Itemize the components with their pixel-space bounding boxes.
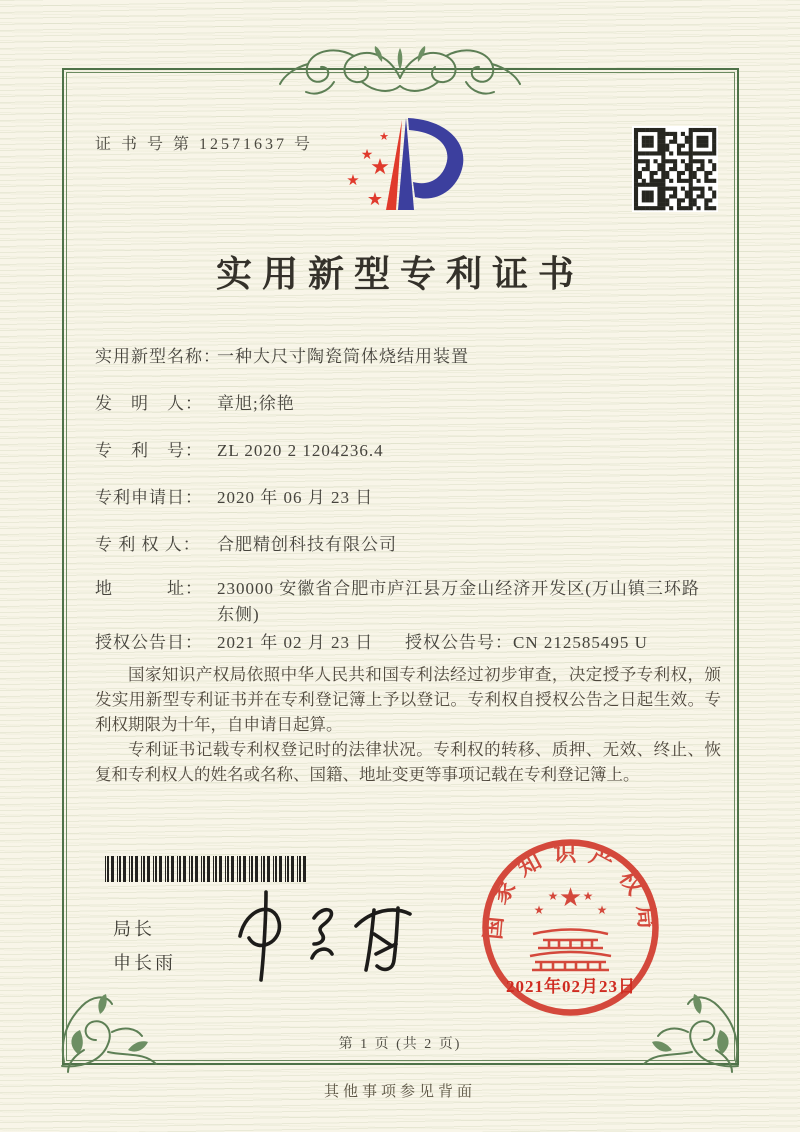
field-label: 专利申请日： — [95, 488, 203, 507]
field-row-name — [95, 344, 725, 370]
field-row-address — [95, 576, 725, 628]
field-row-patentee — [95, 532, 725, 558]
field-value: 230000 安徽省合肥市庐江县万金山经济开发区(万山镇三环路东侧) — [217, 579, 700, 624]
signature-shen-changyu — [222, 884, 417, 984]
signer-title: 局长 — [113, 919, 155, 939]
legal-paragraph: 专利证书记载专利权登记时的法律状况。专利权的转移、质押、无效、终止、恢复和专利权人的姓名或名称、国籍、地址变更等事项记载在专利登记簿上。 — [95, 740, 721, 784]
logo-star-icon: ★ — [360, 147, 374, 163]
seal-star-icon: ★ — [596, 903, 608, 917]
cnipa-logo-icon — [330, 106, 480, 228]
seal-star-icon: ★ — [533, 903, 545, 917]
field-row-filing-date — [95, 485, 725, 511]
field-value: ZL 2020 2 1204236.4 — [217, 441, 384, 460]
certificate-number: 证 书 号 第 12571637 号 — [95, 136, 314, 153]
seal-star-icon: ★ — [558, 883, 583, 913]
field-row-grant — [95, 630, 725, 656]
logo-star-icon: ★ — [379, 130, 389, 143]
field-value: 章旭;徐艳 — [217, 394, 295, 413]
legal-paragraph: 国家知识产权局依照中华人民共和国专利法经过初步审查，决定授予专利权，颁发实用新型专利证书并在专利登记簿上予以登记。专利权自授权公告之日起生效。专利权期限为十年，自申请日起算。 — [95, 665, 721, 734]
seal-circular-text: 国家知识产权局 — [480, 840, 661, 941]
seal-emblem-gate-icon — [530, 930, 611, 971]
field-label: 授权公告号： — [405, 633, 513, 652]
logo-star-icon: ★ — [370, 155, 390, 180]
seal-star-icon: ★ — [547, 889, 559, 903]
grant-number-pair — [405, 630, 648, 656]
field-label: 地 址： — [95, 579, 203, 598]
field-label: 实用新型名称： — [95, 347, 221, 366]
qr-code — [632, 126, 718, 212]
legal-text-block — [95, 662, 721, 787]
field-label: 专 利 权 人： — [95, 535, 201, 554]
field-label: 发 明 人： — [95, 394, 203, 413]
page-title: 实用新型专利证书 — [215, 254, 584, 294]
back-side-note: 其他事项参见背面 — [323, 1084, 476, 1100]
field-value: CN 212585495 U — [513, 633, 648, 652]
field-row-inventor — [95, 391, 725, 417]
field-value: 合肥精创科技有限公司 — [217, 535, 397, 554]
seal-star-icon: ★ — [582, 889, 594, 903]
seal-date: 2021年02月23日 — [506, 977, 636, 996]
field-label: 专 利 号： — [95, 441, 203, 460]
barcode — [105, 856, 311, 882]
field-value: 2021 年 02 月 23 日 — [217, 633, 374, 652]
page-number: 第 1 页 (共 2 页) — [338, 1037, 462, 1052]
field-label: 授权公告日： — [95, 633, 203, 652]
field-row-patent-number — [95, 438, 725, 464]
field-value: 一种大尺寸陶瓷筒体烧结用装置 — [217, 347, 469, 366]
logo-star-icon: ★ — [366, 189, 384, 210]
field-value: 2020 年 06 月 23 日 — [217, 488, 374, 507]
logo-star-icon: ★ — [346, 171, 360, 189]
signer-name: 申长雨 — [113, 953, 176, 973]
top-flourish-ornament-icon — [278, 40, 522, 102]
